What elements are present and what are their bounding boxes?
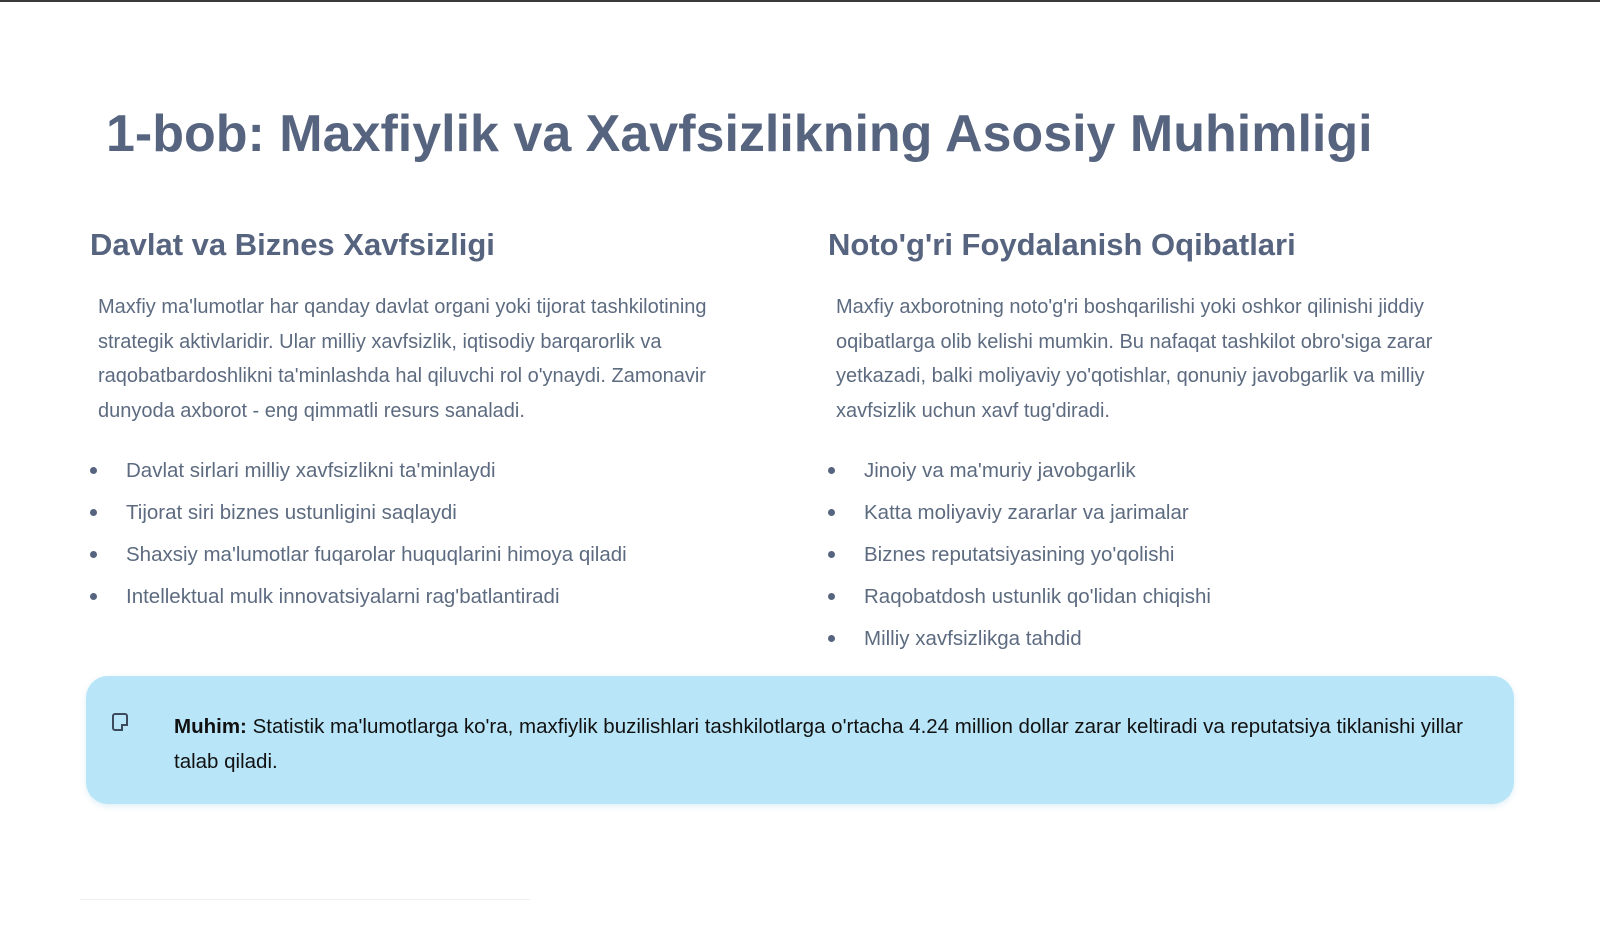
list-item-text: Biznes reputatsiyasining yo'qolishi (864, 543, 1175, 566)
left-column-heading: Davlat va Biznes Xavfsizligi (90, 227, 495, 262)
right-column (828, 222, 1518, 660)
note-label: Muhim: (174, 715, 247, 738)
list-item (828, 618, 1518, 660)
top-divider (0, 0, 1600, 2)
bullet-icon (828, 509, 835, 516)
list-item (828, 450, 1518, 492)
left-column (90, 222, 770, 618)
list-item (828, 492, 1518, 534)
list-item-text: Davlat sirlari milliy xavfsizlikni ta'minlaydi (126, 459, 496, 482)
bullet-icon (90, 593, 97, 600)
list-item (90, 576, 770, 618)
note-body: Statistik ma'lumotlarga ko'ra, maxfiylik buzilishlari tashkilotlarga o'rtacha 4.24 million dollar zarar keltiradi va reputatsiya tiklanishi yillar talab qiladi. (174, 715, 1463, 773)
list-item (90, 492, 770, 534)
bottom-divider (80, 899, 530, 900)
important-note-box (86, 676, 1514, 804)
right-column-paragraph: Maxfiy axborotning noto'g'ri boshqarilishi yoki oshkor qilinishi jiddiy oqibatlarga olib kelishi mumkin. Bu nafaqat tashkilot obro'siga zarar yetkazadi, balki moliyaviy yo'qotishlar, qonuniy javobgarlik va milliy xavfsizlik uchun xavf tug'diradi. (836, 296, 1433, 422)
bullet-icon (828, 593, 835, 600)
list-item (828, 534, 1518, 576)
note-icon (112, 713, 128, 731)
bullet-icon (828, 467, 835, 474)
list-item-text: Tijorat siri biznes ustunligini saqlaydi (126, 501, 457, 524)
list-item-text: Jinoiy va ma'muriy javobgarlik (864, 459, 1136, 482)
list-item-text: Milliy xavfsizlikga tahdid (864, 627, 1082, 650)
bullet-icon (90, 509, 97, 516)
list-item-text: Shaxsiy ma'lumotlar fuqarolar huquqlarini himoya qiladi (126, 543, 627, 566)
right-column-heading: Noto'g'ri Foydalanish Oqibatlari (828, 227, 1296, 262)
right-bullet-list (828, 450, 1518, 660)
list-item (90, 534, 770, 576)
list-item (90, 450, 770, 492)
bullet-icon (828, 635, 835, 642)
bullet-icon (90, 551, 97, 558)
page-title: 1-bob: Maxfiylik va Xavfsizlikning Asosiy Muhimligi (106, 105, 1373, 163)
list-item-text: Intellektual mulk innovatsiyalarni rag'batlantiradi (126, 585, 560, 608)
bullet-icon (828, 551, 835, 558)
bullet-icon (90, 467, 97, 474)
list-item-text: Katta moliyaviy zararlar va jarimalar (864, 501, 1189, 524)
left-column-paragraph: Maxfiy ma'lumotlar har qanday davlat organi yoki tijorat tashkilotining strategik aktivlaridir. Ular milliy xavfsizlik, iqtisodiy barqarorlik va raqobatbardoshlikni ta'minlashda hal qiluvchi rol o'ynaydi. Zamonavir dunyoda axborot - eng qimmatli resurs sanaladi. (98, 296, 707, 422)
list-item (828, 576, 1518, 618)
note-text (174, 710, 1474, 779)
left-bullet-list (90, 450, 770, 618)
list-item-text: Raqobatdosh ustunlik qo'lidan chiqishi (864, 585, 1211, 608)
